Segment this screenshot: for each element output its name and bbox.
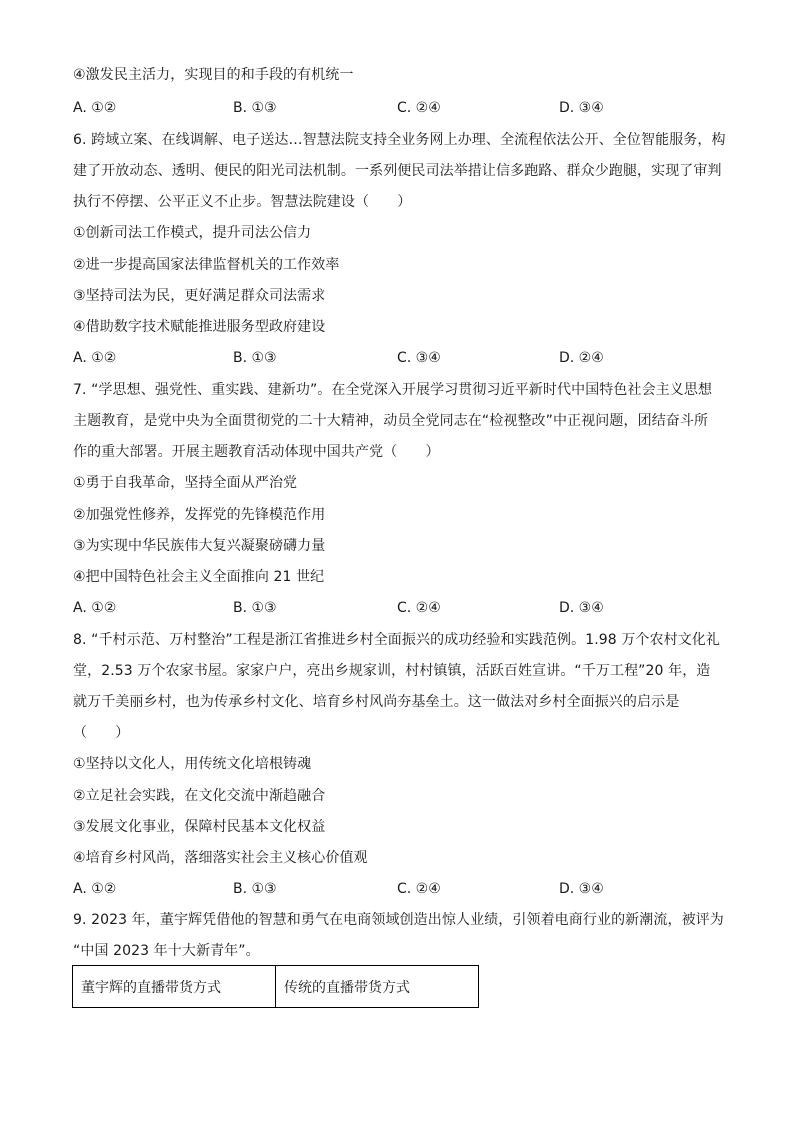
q6-choice-b: B. ①③ xyxy=(233,350,277,366)
q6-choice-d: D. ②④ xyxy=(559,350,604,366)
q6-choice-c: C. ③④ xyxy=(397,350,441,366)
q7-choice-c: C. ②④ xyxy=(397,600,441,616)
q6-stem-line-3: 执行不停摆、公平正义不止步。智慧法院建设（ ） xyxy=(73,194,412,210)
q8-stem-line-4: （ ） xyxy=(73,725,130,741)
q5-choice-a: A. ①② xyxy=(73,100,117,116)
q5-answer-choices xyxy=(73,99,723,117)
q6-stem-line-2: 建了开放动态、透明、便民的阳光司法机制。一系列便民司法举措让信多跑路、群众少跑腿，实现了审判 xyxy=(73,163,722,179)
q5-choice-d: D. ③④ xyxy=(559,100,604,116)
q7-option-1: ①勇于自我革命，坚持全面从严治党 xyxy=(73,475,298,491)
q7-option-4: ④把中国特色社会主义全面推向 21 世纪 xyxy=(73,569,325,585)
q8-stem-line-1: 8. “千村示范、万村整治”工程是浙江省推进乡村全面振兴的成功经验和实践范例。1.98 万个农村文化礼 xyxy=(73,632,721,648)
q6-option-4: ④借助数字技术赋能推进服务型政府建设 xyxy=(73,319,326,335)
q8-choice-d: D. ③④ xyxy=(559,881,604,897)
q6-choice-a: A. ①② xyxy=(73,350,117,366)
q8-stem-line-3: 就万千美丽乡村，也为传承乡村文化、培育乡村风尚夯基垒土。这一做法对乡村全面振兴的启示是 xyxy=(73,694,680,710)
q5-choice-c: C. ②④ xyxy=(397,100,441,116)
q8-option-2: ②立足社会实践，在文化交流中渐趋融合 xyxy=(73,788,326,804)
q8-choice-a: A. ①② xyxy=(73,881,117,897)
q8-choice-b: B. ①③ xyxy=(233,881,277,897)
q9-stem-line-1: 9. 2023 年，董宇辉凭借他的智慧和勇气在电商领域创造出惊人业绩，引领着电商行业的新潮流，被评为 xyxy=(73,912,724,928)
q8-option-4: ④培育乡村风尚，落细落实社会主义核心价值观 xyxy=(73,850,368,866)
q8-stem-line-2: 堂，2.53 万个农家书屋。家家户户，亮出乡规家训，村村镇镇，活跃百姓宣讲。“千万工程”20 年，造 xyxy=(73,663,711,679)
q7-choice-a: A. ①② xyxy=(73,600,117,616)
q7-stem-line-3: 作的重大部署。开展主题教育活动体现中国共产党（ ） xyxy=(73,444,440,460)
q9-stem-line-2: “中国 2023 年十大新青年”。 xyxy=(73,943,260,959)
q8-option-1: ①坚持以文化人，用传统文化培根铸魂 xyxy=(73,756,312,772)
q7-stem-line-1: 7. “学思想、强党性、重实践、建新功”。在全党深入开展学习贯彻习近平新时代中国特色社会主义思想 xyxy=(73,382,713,398)
q5-choice-b: B. ①③ xyxy=(233,100,277,116)
q9-comparison-table xyxy=(72,965,479,1008)
q6-answer-choices xyxy=(73,349,723,367)
q7-answer-choices xyxy=(73,599,723,617)
q7-choice-d: D. ③④ xyxy=(559,600,604,616)
q8-choice-c: C. ②④ xyxy=(397,881,441,897)
q5-option-4: ④激发民主活力，实现目的和手段的有机统一 xyxy=(73,67,354,83)
q7-choice-b: B. ①③ xyxy=(233,600,277,616)
q7-option-2: ②加强党性修养，发挥党的先锋模范作用 xyxy=(73,507,326,523)
q6-option-3: ③坚持司法为民，更好满足群众司法需求 xyxy=(73,288,326,304)
table-header-dong-yuhui: 董宇辉的直播带货方式 xyxy=(73,966,276,1008)
q8-answer-choices xyxy=(73,880,723,898)
table-row xyxy=(73,966,479,1008)
table-header-traditional: 传统的直播带货方式 xyxy=(276,966,479,1008)
q6-option-1: ①创新司法工作模式，提升司法公信力 xyxy=(73,225,312,241)
q7-option-3: ③为实现中华民族伟大复兴凝聚磅礴力量 xyxy=(73,538,326,554)
q8-option-3: ③发展文化事业，保障村民基本文化权益 xyxy=(73,819,326,835)
q6-stem-line-1: 6. 跨域立案、在线调解、电子送达…智慧法院支持全业务网上办理、全流程依法公开、全位智能服务，构 xyxy=(73,132,726,148)
q6-option-2: ②进一步提高国家法律监督机关的工作效率 xyxy=(73,257,340,273)
q7-stem-line-2: 主题教育，是党中央为全面贯彻党的二十大精神，动员全党同志在“检视整改”中正视问题，团结奋斗所 xyxy=(73,413,709,429)
